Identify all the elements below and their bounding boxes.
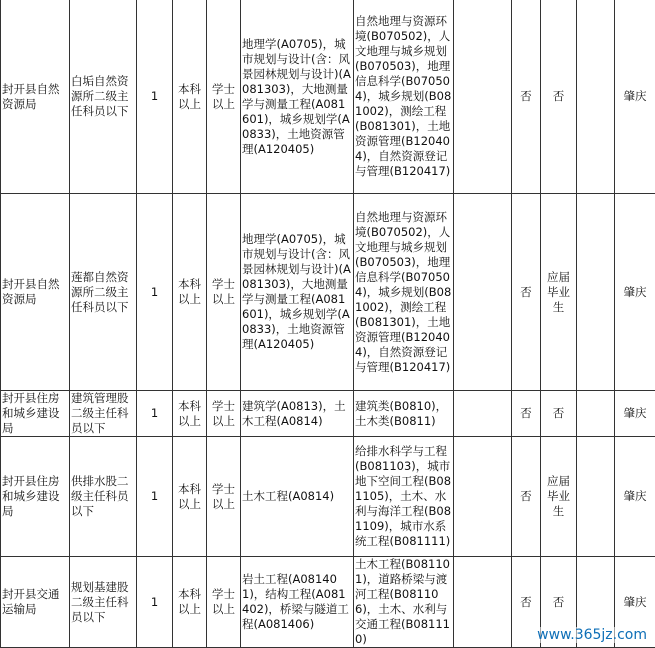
city-cell: 肇庆 bbox=[615, 391, 655, 437]
undergrad-major: 土木工程(A0814) bbox=[241, 437, 354, 557]
postgrad-major: 自然地理与资源环境(B070502)，人文地理与城乡规划(B070503)，地理信息科学(B070504)，城乡规划(B081002)，测绘工程(B081301)，土地资源管理(B120404)，自然资源登记与管理(B120417) bbox=[354, 194, 454, 391]
requirement-cell: 否 bbox=[541, 557, 577, 648]
city-cell: 肇庆 bbox=[615, 0, 655, 194]
empty-cell bbox=[577, 0, 615, 194]
postgrad-major: 自然地理与资源环境(B070502)，人文地理与城乡规划(B070503)，地理信息科学(B070504)，城乡规划(B081002)，测绘工程(B081301)，土地资源管理(B120404)，自然资源登记与管理(B120417) bbox=[354, 0, 454, 194]
position-name: 规划基建股二级主任科员以下 bbox=[70, 557, 137, 648]
degree-requirement: 学士以上 bbox=[207, 391, 241, 437]
postgrad-major: 建筑类(B0810)，土木类(B0811) bbox=[354, 391, 454, 437]
requirement-cell: 否 bbox=[541, 391, 577, 437]
table-row bbox=[1, 391, 655, 437]
education-requirement: 本科以上 bbox=[173, 0, 207, 194]
empty-cell bbox=[454, 391, 512, 437]
city-cell: 肇庆 bbox=[615, 557, 655, 648]
requirement-cell: 否 bbox=[512, 0, 541, 194]
empty-cell bbox=[577, 437, 615, 557]
table-row bbox=[1, 0, 655, 194]
education-requirement: 本科以上 bbox=[173, 391, 207, 437]
degree-requirement: 学士以上 bbox=[207, 437, 241, 557]
education-requirement: 本科以上 bbox=[173, 194, 207, 391]
requirement-cell: 否 bbox=[512, 194, 541, 391]
site-watermark: www.365jz.com bbox=[535, 627, 649, 643]
requirement-cell: 否 bbox=[512, 437, 541, 557]
table-row bbox=[1, 437, 655, 557]
city-cell: 肇庆 bbox=[615, 194, 655, 391]
undergrad-major: 岩土工程(A081401)，结构工程(A081402)，桥梁与隧道工程(A081406) bbox=[241, 557, 354, 648]
degree-requirement: 学士以上 bbox=[207, 194, 241, 391]
empty-cell bbox=[454, 194, 512, 391]
undergrad-major: 地理学(A0705)，城市规划与设计(含：风景园林规划与设计)(A081303)，大地测量学与测量工程(A081601)，城乡规划学(A0833)，土地资源管理(A120405) bbox=[241, 194, 354, 391]
requirement-cell: 应届毕业生 bbox=[541, 437, 577, 557]
position-name: 建筑管理股二级主任科员以下 bbox=[70, 391, 137, 437]
recruit-count: 1 bbox=[137, 437, 173, 557]
recruiting-unit: 封开县自然资源局 bbox=[1, 0, 70, 194]
table-row bbox=[1, 194, 655, 391]
postgrad-major: 给排水科学与工程(B081103)，城市地下空间工程(B081105)，土木、水利与海洋工程(B081109)，城市水系统工程(B081111) bbox=[354, 437, 454, 557]
position-name: 白垢自然资源所二级主任科员以下 bbox=[70, 0, 137, 194]
recruit-count: 1 bbox=[137, 194, 173, 391]
position-name: 供排水股二级主任科员以下 bbox=[70, 437, 137, 557]
undergrad-major: 建筑学(A0813)，土木工程(A0814) bbox=[241, 391, 354, 437]
requirement-cell: 否 bbox=[512, 391, 541, 437]
recruiting-unit: 封开县交通运输局 bbox=[1, 557, 70, 648]
education-requirement: 本科以上 bbox=[173, 437, 207, 557]
recruiting-unit: 封开县自然资源局 bbox=[1, 194, 70, 391]
recruiting-unit: 封开县住房和城乡建设局 bbox=[1, 391, 70, 437]
recruit-count: 1 bbox=[137, 557, 173, 648]
requirement-cell: 应届毕业生 bbox=[541, 194, 577, 391]
empty-cell bbox=[454, 557, 512, 648]
degree-requirement: 学士以上 bbox=[207, 557, 241, 648]
position-name: 莲都自然资源所二级主任科员以下 bbox=[70, 194, 137, 391]
postgrad-major: 土木工程(B081101)，道路桥梁与渡河工程(B081106)，土木、水利与交通工程(B081110) bbox=[354, 557, 454, 648]
empty-cell bbox=[577, 391, 615, 437]
city-cell: 肇庆 bbox=[615, 437, 655, 557]
education-requirement: 本科以上 bbox=[173, 557, 207, 648]
recruit-count: 1 bbox=[137, 391, 173, 437]
empty-cell bbox=[577, 194, 615, 391]
recruit-count: 1 bbox=[137, 0, 173, 194]
requirement-cell: 否 bbox=[512, 557, 541, 648]
undergrad-major: 地理学(A0705)，城市规划与设计(含：风景园林规划与设计)(A081303)，大地测量学与测量工程(A081601)，城乡规划学(A0833)，土地资源管理(A120405) bbox=[241, 0, 354, 194]
empty-cell bbox=[454, 0, 512, 194]
recruiting-unit: 封开县住房和城乡建设局 bbox=[1, 437, 70, 557]
degree-requirement: 学士以上 bbox=[207, 0, 241, 194]
requirement-cell: 否 bbox=[541, 0, 577, 194]
empty-cell bbox=[454, 437, 512, 557]
